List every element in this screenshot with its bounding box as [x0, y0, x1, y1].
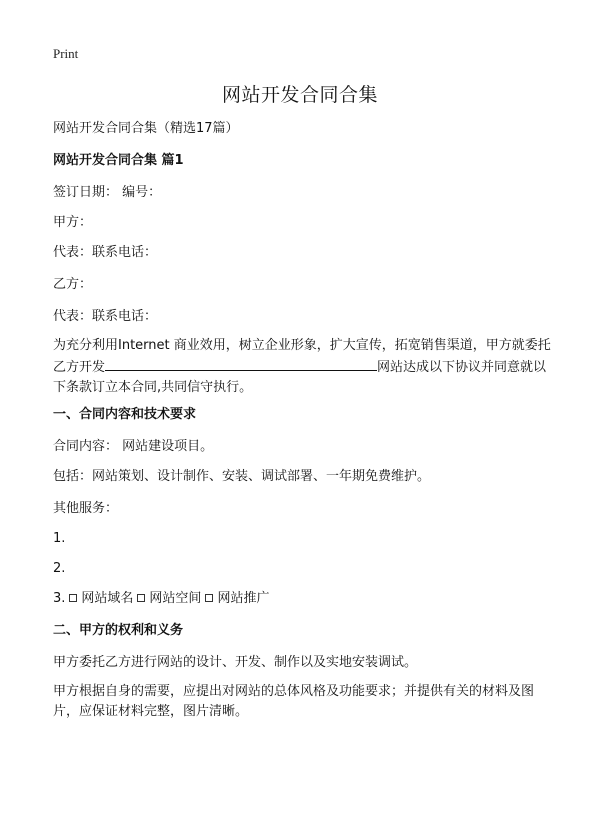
checkbox-icon[interactable] [69, 594, 77, 602]
intro-text-part2: 网站达成以下协议并同意就以下条款订立本合同,共同信守执行。 [53, 360, 547, 395]
list-item: 1. [53, 531, 66, 546]
list-item: 2. [53, 561, 66, 576]
option-promotion: 网站推广 [217, 591, 270, 606]
document-title: 网站开发合同合集 [221, 84, 378, 106]
option-hosting: 网站空间 [149, 591, 202, 606]
subtitle: 网站开发合同合集（精选17篇） [53, 121, 239, 136]
contract-content-line: 合同内容： 网站建设项目。 [53, 439, 214, 454]
heading-party-a-rights: 二、甲方的权利和义务 [53, 623, 184, 638]
duty-paragraph-1: 甲方委托乙方进行网站的设计、开发、制作以及实地安装调试。 [53, 655, 418, 670]
checkbox-icon[interactable] [137, 594, 145, 602]
option-domain: 网站域名 [81, 591, 134, 606]
other-services-line: 其他服务： [53, 501, 119, 516]
section-heading: 网站开发合同合集 篇1 [53, 153, 184, 168]
party-b-line: 乙方： [53, 277, 93, 292]
includes-line: 包括：网站策划、设计制作、安装、调试部署、一年期免费维护。 [53, 469, 431, 484]
service-options-line [53, 590, 269, 608]
party-b-rep-line: 代表：联系电话： [53, 309, 158, 324]
heading-contract-content: 一、合同内容和技术要求 [53, 407, 197, 422]
list-item-number: 3. [53, 591, 66, 606]
checkbox-icon[interactable] [205, 594, 213, 602]
intro-paragraph [53, 336, 553, 398]
print-label: Print [53, 46, 79, 61]
blank-underline [105, 356, 377, 371]
party-a-rep-line: 代表：联系电话： [53, 245, 158, 260]
duty-paragraph-2: 甲方根据自身的需要，应提出对网站的总体风格及功能要求；并提供有关的材料及图片，应保证材料完整，图片清晰。 [53, 684, 535, 719]
sign-date-line: 签订日期： 编号： [53, 185, 162, 200]
intro-text-part1: 为充分利用Internet 商业效用，树立企业形象，扩大宣传，拓宽销售渠道，甲方就委托乙方开发 [53, 338, 551, 375]
party-a-line: 甲方： [53, 215, 93, 230]
